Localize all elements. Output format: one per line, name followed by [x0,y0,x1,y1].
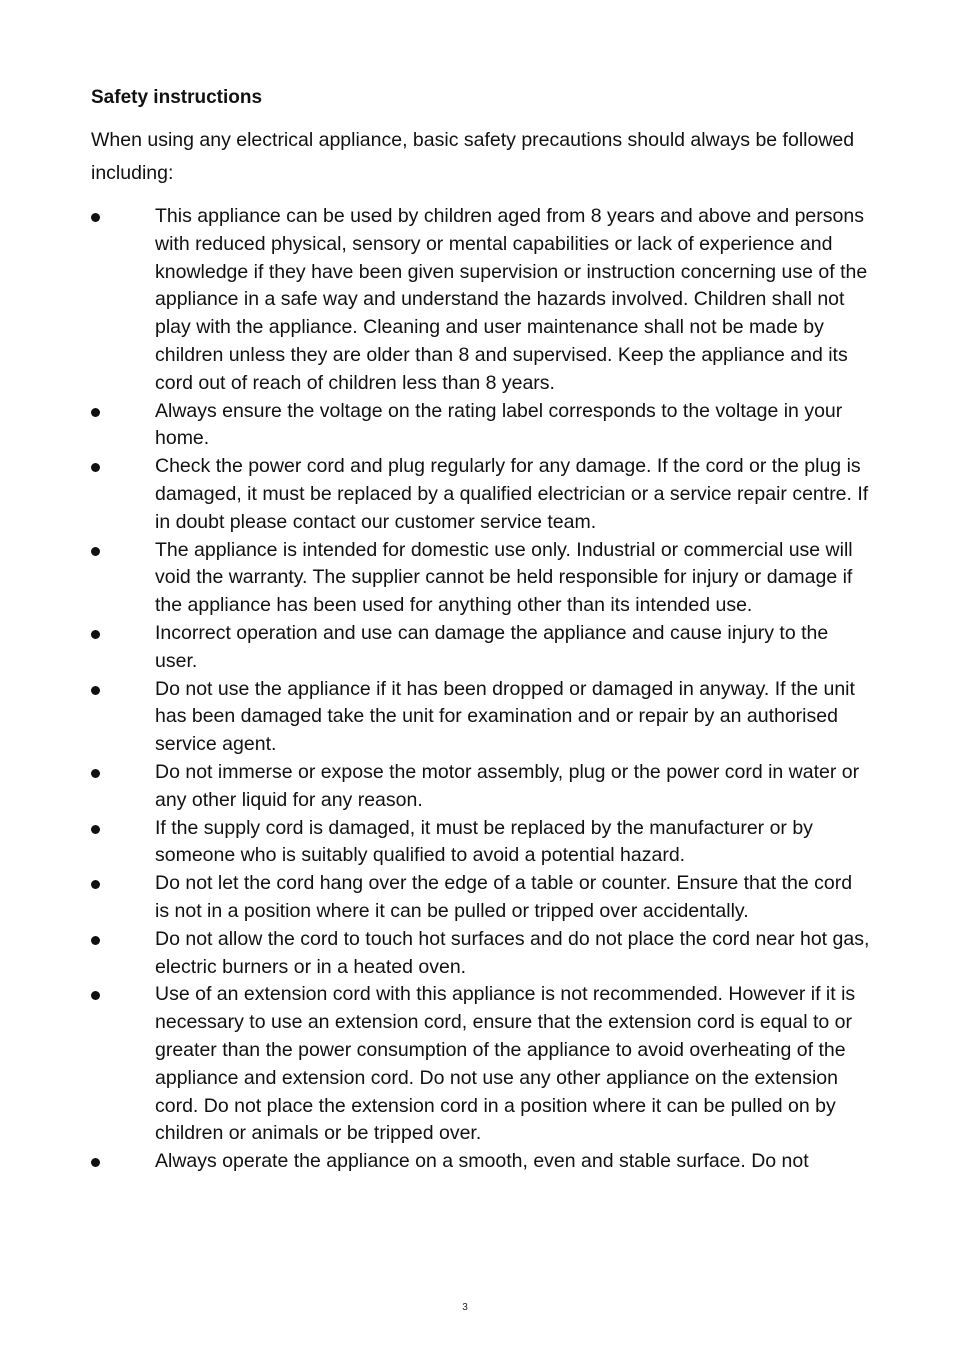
list-item-text: If the supply cord is damaged, it must be replaced by the manufacturer or by someone who is suitably qualified to avoid a potential hazard. [155,816,813,867]
list-item-text: Always operate the appliance on a smooth, even and stable surface. Do not [155,1150,809,1173]
list-item-text: The appliance is intended for domestic use only. Industrial or commercial use will void the warranty. The supplier cannot be held responsible for injury or damage if the appliance has been used for anything other than its intended use. [155,538,853,617]
list-item-text: Check the power cord and plug regularly for any damage. If the cord or the plug is damaged, it must be replaced by a qualified electrician or a service repair centre. If in doubt please contact our customer service team. [155,455,869,533]
bullet-icon [91,213,100,222]
bullet-icon [91,408,100,417]
list-item-text: Do not immerse or expose the motor assembly, plug or the power cord in water or any other liquid for any reason. [155,760,860,811]
list-item [91,981,871,1148]
list-item [91,1148,871,1176]
bullet-icon [91,686,100,695]
list-item [91,870,871,926]
list-item-text: Use of an extension cord with this appliance is not recommended. However if it is necessary to use an extension cord, ensure that the extension cord is equal to or greater than the power consumption of the appliance to avoid overheating of the appliance and extension cord. Do not use any other appliance on the extension cord. Do not place the extension cord in a position where it can be pulled on by children or animals or be tripped over. [155,983,856,1145]
list-item [91,203,871,398]
bullet-icon [91,825,100,834]
bullet-icon [91,1158,100,1167]
page-number: 3 [462,1302,468,1313]
list-item-text: Incorrect operation and use can damage the appliance and cause injury to the user. [155,621,829,672]
document-page [91,84,871,1176]
list-item-text: Do not let the cord hang over the edge of a table or counter. Ensure that the cord is not in a position where it can be pulled or tripped over accidentally. [155,872,853,922]
list-item-text: Do not use the appliance if it has been dropped or damaged in anyway. If the unit has been damaged take the unit for examination and or repair by an authorised service agent. [155,677,855,756]
list-item-text: This appliance can be used by children aged from 8 years and above and persons with reduced physical, sensory or mental capabilities or lack of experience and knowledge if they have been given supervision or instruction concerning use of the appliance in a safe way and understand the hazards involved. Children shall not play with the appliance. Cleaning and user maintenance shall not be made by children unless they are older than 8 and supervised. Keep the appliance and its cord out of reach of children less than 8 years. [155,205,868,394]
list-item [91,676,871,759]
bullet-icon [91,463,100,472]
list-item-text: Always ensure the voltage on the rating label corresponds to the voltage in your home. [155,399,843,450]
intro-paragraph: When using any electrical appliance, basic safety precautions should always be followed including: [91,129,855,184]
bullet-icon [91,769,100,778]
list-item [91,537,871,620]
bullet-icon [91,630,100,639]
bullet-icon [91,547,100,556]
bullet-icon [91,991,100,1000]
list-item [91,815,871,871]
bullet-icon [91,936,100,945]
list-item [91,759,871,815]
safety-bullet-list [91,203,871,1176]
list-item [91,620,871,676]
list-item [91,926,871,982]
section-heading: Safety instructions [91,87,263,108]
list-item-text: Do not allow the cord to touch hot surfaces and do not place the cord near hot gas, electric burners or in a heated oven. [155,927,870,978]
list-item [91,398,871,454]
bullet-icon [91,880,100,889]
list-item [91,453,871,536]
